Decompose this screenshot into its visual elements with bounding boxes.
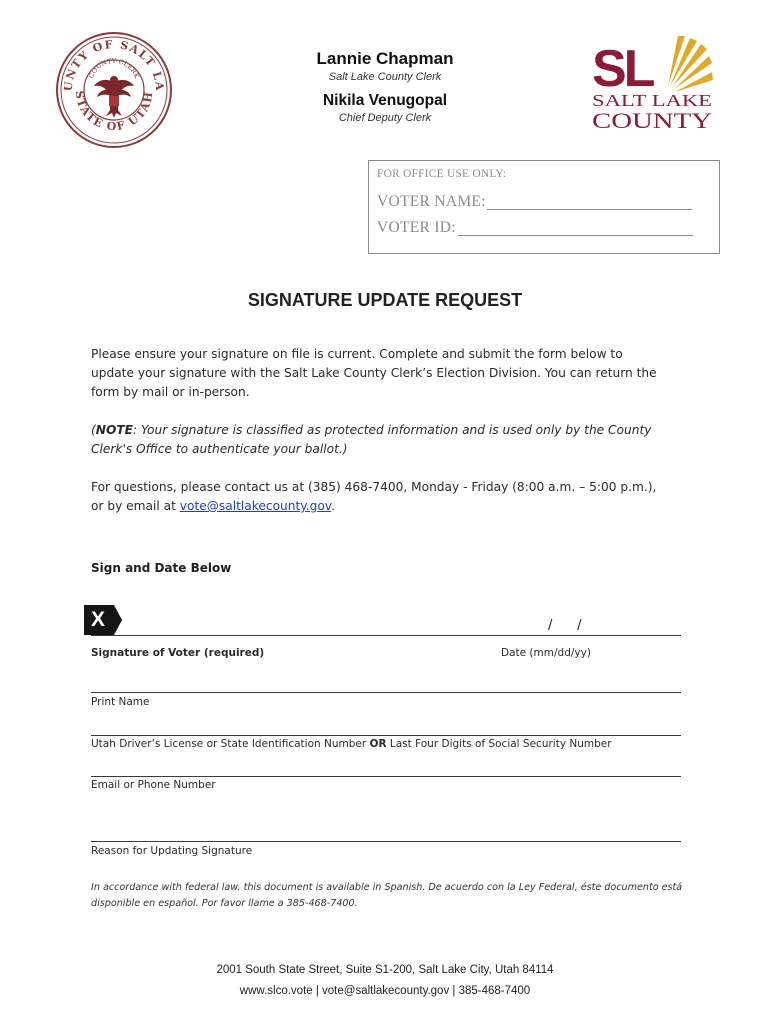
office-use-heading: FOR OFFICE USE ONLY: <box>377 168 507 180</box>
contact-email-link[interactable]: vote@saltlakecounty.gov <box>179 499 332 513</box>
clerk-title: Salt Lake County Clerk <box>328 71 442 83</box>
note-paragraph <box>91 421 666 459</box>
seal-text-bottom: STATE OF UTAH <box>72 89 156 134</box>
reason-line[interactable] <box>91 841 681 842</box>
license-label-or: OR <box>369 738 387 750</box>
note-open: ( <box>91 423 96 437</box>
contact-paragraph <box>91 478 666 516</box>
date-label: Date (mm/dd/yy) <box>501 647 591 659</box>
voter-id-line[interactable] <box>458 235 693 236</box>
license-line[interactable] <box>91 735 681 736</box>
date-slashes: / / <box>548 618 582 633</box>
reason-label: Reason for Updating Signature <box>91 845 253 857</box>
signature-line[interactable] <box>91 635 681 636</box>
deputy-name: Nikila Venugopal <box>322 92 448 109</box>
note-label: NOTE <box>95 423 133 437</box>
eagle-icon <box>94 76 134 118</box>
print-name-label: Print Name <box>91 696 150 708</box>
spanish-note: In accordance with federal law, this document is available in Spanish. De acuerdo con la Ley Federal, éste documento está disponible en español. Por favor llame a 385-468-7400. <box>91 882 683 909</box>
seal-text-inner: COUNTY CLERK <box>87 56 141 80</box>
logo-letters: SL <box>592 40 653 98</box>
footer-address: 2001 South State Street, Suite S1-200, Salt Lake City, Utah 84114 <box>216 964 554 976</box>
voter-id-label: VOTER ID: <box>377 219 456 236</box>
deputy-block <box>245 92 525 124</box>
license-label <box>91 738 612 750</box>
contact-text: For questions, please contact us at (385) 468-7400, Monday - Friday (8:00 a.m. – 5:00 p.m.), or by email at <box>91 480 657 513</box>
section-heading: Sign and Date Below <box>91 561 232 575</box>
email-phone-label: Email or Phone Number <box>91 779 216 791</box>
signature-label: Signature of Voter (required) <box>91 647 265 659</box>
logo-line2: COUNTY <box>592 108 713 132</box>
logo-line1: SALT LAKE <box>592 91 712 110</box>
email-phone-line[interactable] <box>91 776 681 777</box>
signature-x-mark: X <box>91 608 106 631</box>
contact-end: . <box>331 499 335 513</box>
clerk-name: Lannie Chapman <box>316 49 454 68</box>
license-label-b: Last Four Digits of Social Security Number <box>386 738 612 750</box>
footer-contact: www.slco.vote | vote@saltlakecounty.gov | 385-468-7400 <box>239 985 531 997</box>
deputy-title: Chief Deputy Clerk <box>338 112 432 124</box>
note-text: : Your signature is classified as protected information and is used only by the County Clerk's Office to authenticate your ballot.) <box>91 423 652 456</box>
voter-name-label: VOTER NAME: <box>377 193 486 210</box>
form-title: SIGNATURE UPDATE REQUEST <box>247 290 523 310</box>
clerk-block <box>245 49 525 83</box>
county-seal <box>54 30 174 150</box>
salt-lake-county-logo <box>590 34 714 132</box>
print-name-line[interactable] <box>91 692 681 693</box>
seal-text-top: UNTY OF SALT LA <box>61 37 167 93</box>
voter-name-line[interactable] <box>487 209 692 210</box>
intro-paragraph: Please ensure your signature on file is current. Complete and submit the form below to update your signature with the Salt Lake County Clerk’s Election Division. You can return the form by mail or in-person. <box>91 347 657 399</box>
license-label-a: Utah Driver’s License or State Identification Number <box>91 738 370 750</box>
